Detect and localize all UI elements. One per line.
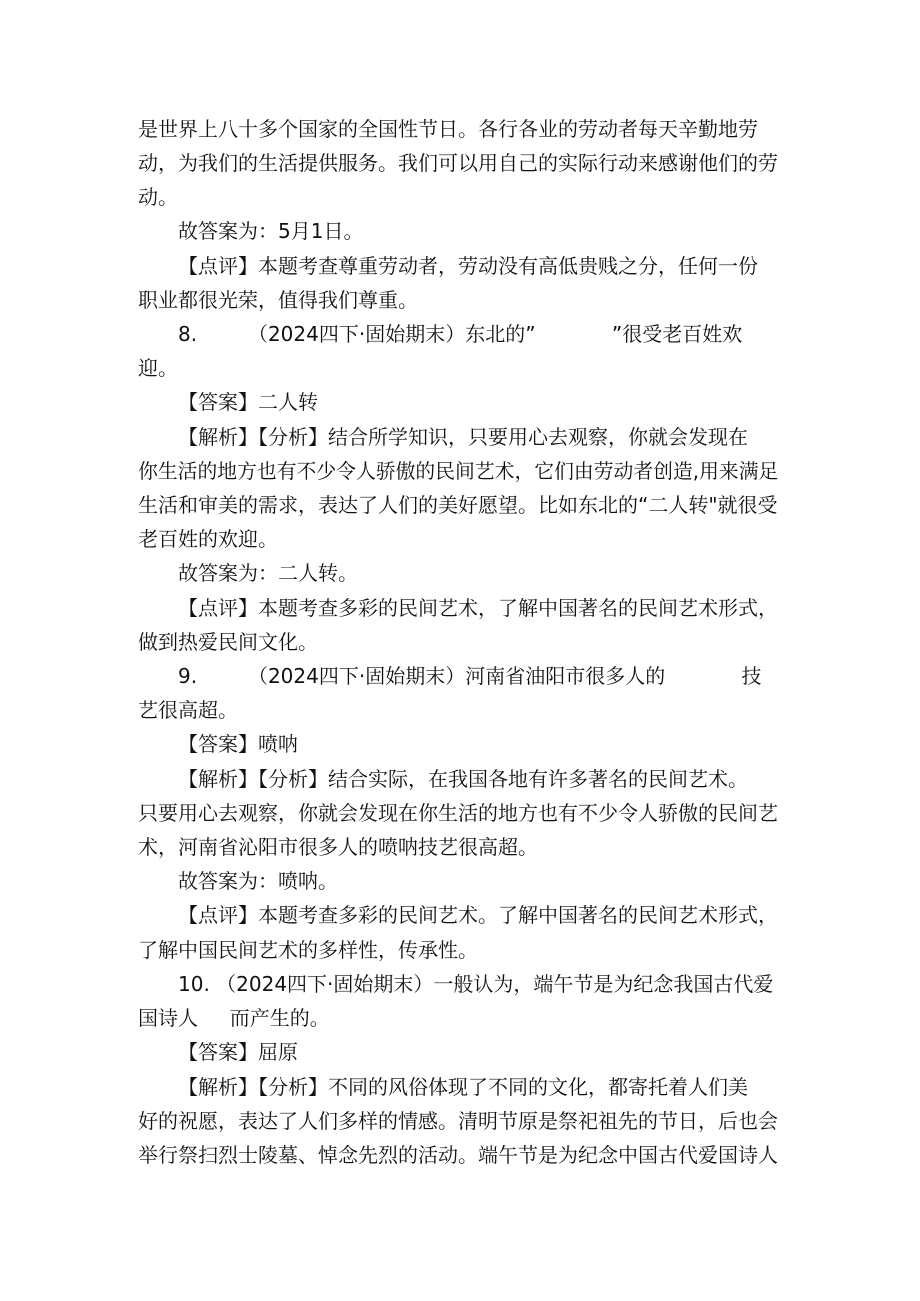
question-10: 10. （2024四下·固始期末）一般认为，端午节是为纪念我国古代爱 bbox=[178, 972, 774, 996]
comment-line: 【点评】本题考查多彩的民间艺术，了解中国著名的民间艺术形式， bbox=[178, 596, 778, 620]
analysis-line: 【解析】【分析】结合实际，在我国各地有许多著名的民间艺术。 bbox=[178, 767, 748, 791]
text-line: 动。 bbox=[138, 185, 178, 209]
comment-line: 做到热爱民间文化。 bbox=[138, 630, 318, 654]
analysis-line: 举行祭扫烈士陵墓、悼念先烈的活动。端午节是为纪念中国古代爱国诗人 bbox=[138, 1143, 778, 1167]
analysis-line: 好的祝愿，表达了人们多样的情感。清明节原是祭祀祖先的节日，后也会 bbox=[138, 1109, 778, 1133]
analysis-line: 【解析】【分析】不同的风俗体现了不同的文化，都寄托着人们美 bbox=[178, 1075, 748, 1099]
analysis-line: 只要用心去观察，你就会发现在你生活的地方也有不少令人骄傲的民间艺 bbox=[138, 801, 778, 825]
answer-line: 【答案】屈原 bbox=[178, 1040, 298, 1064]
answer-summary: 故答案为：喷呐。 bbox=[178, 869, 338, 893]
text-line: 动，为我们的生活提供服务。我们可以用自己的实际行动来感谢他们的劳 bbox=[138, 151, 778, 175]
comment-line: 职业都很光荣，值得我们尊重。 bbox=[138, 288, 418, 312]
question-8: 8. （2024四下·固始期末）东北的” ”很受老百姓欢 bbox=[178, 322, 743, 346]
comment-line: 【点评】本题考查尊重劳动者，劳动没有高低贵贱之分，任何一份 bbox=[178, 254, 758, 278]
analysis-line: 生活和审美的需求，表达了人们的美好愿望。比如东北的“二人转"就很受 bbox=[138, 493, 778, 517]
question-9-cont: 艺很高超。 bbox=[138, 698, 238, 722]
analysis-line: 你生活的地方也有不少令人骄傲的民间艺术，它们由劳动者创造,用来满足 bbox=[138, 459, 779, 483]
answer-line: 【答案】喷呐 bbox=[178, 732, 298, 756]
question-9: 9. （2024四下·固始期末）河南省油阳市很多人的 技 bbox=[178, 664, 762, 688]
question-10-cont: 国诗人 而产生的。 bbox=[138, 1006, 330, 1030]
question-8-cont: 迎。 bbox=[138, 356, 178, 380]
comment-line: 了解中国民间艺术的多样性，传承性。 bbox=[138, 938, 478, 962]
comment-line: 【点评】本题考查多彩的民间艺术。了解中国著名的民间艺术形式， bbox=[178, 903, 778, 927]
text-line: 是世界上八十多个国家的全国性节日。各行各业的劳动者每天辛勤地劳 bbox=[138, 117, 758, 141]
answer-summary: 故答案为：二人转。 bbox=[178, 561, 358, 585]
analysis-line: 老百姓的欢迎。 bbox=[138, 527, 278, 551]
answer-line: 【答案】二人转 bbox=[178, 390, 318, 414]
analysis-line: 【解析】【分析】结合所学知识，只要用心去观察，你就会发现在 bbox=[178, 425, 748, 449]
answer-summary: 故答案为：5月1日。 bbox=[178, 219, 364, 243]
analysis-line: 术，河南省沁阳市很多人的喷呐技艺很高超。 bbox=[138, 835, 538, 859]
